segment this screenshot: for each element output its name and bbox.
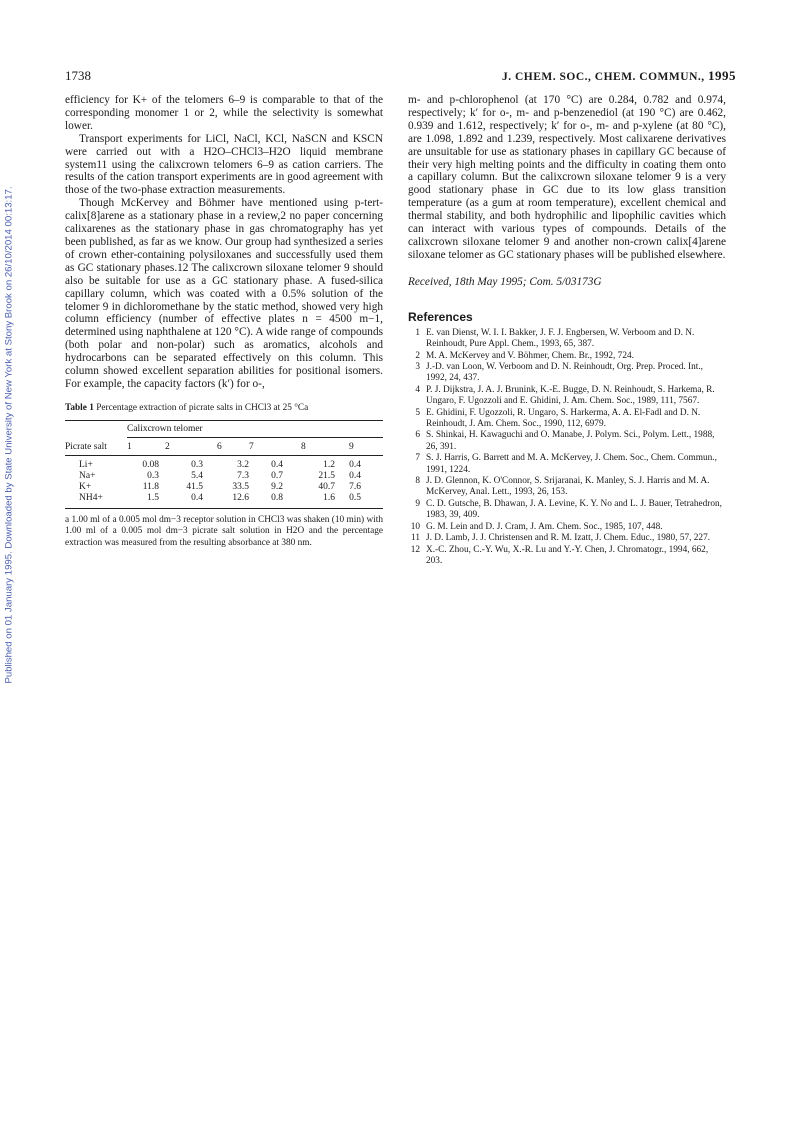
reference-text: S. Shinkai, H. Kawaguchi and O. Manabe, J. Polym. Sci., Polym. Lett., 1988, 26, 391. bbox=[426, 430, 715, 452]
table-caption bbox=[65, 403, 383, 414]
reference-text: X.-C. Zhou, C.-Y. Wu, X.-R. Lu and Y.-Y. Chen, J. Chromatogr., 1994, 662, 203. bbox=[426, 544, 709, 566]
table-cell: 0.08 bbox=[142, 459, 159, 470]
paragraph-4: m- and p-chlorophenol (at 170 °C) are 0.284, 0.782 and 0.974, respectively; k′ for o-, m- and p-benzenediol (at 190 °C) are 0.462, 0.939 and 1.612, respectively; k′ for o-, m- and p-xylene (at 80 °C), are 1.098, 1.892 and 1.239, respectively. Most calixarene derivatives are unsuitable for use as stationary phases in capillary GC because of their very high melting points and the difficulty in coating them onto a capillary column. But the calixcrown siloxane telomer 9 is a very good stationary phase in GC due to its low glass transition temperature (as a gum at room temperature), excellent chemical and thermal stability, and both hydrophilic and lipophilic cavities which can interact with various types of compounds. Details of the calixcrown siloxane telomer 9 and another non-crown calix[4]arene siloxane telomer as GC stationary phases will be published elsewhere. bbox=[408, 94, 726, 261]
reference-number: 6 bbox=[415, 430, 420, 441]
table-cell: 0.4 bbox=[271, 459, 283, 470]
reference-text: G. M. Lein and D. J. Cram, J. Am. Chem. Soc., 1985, 107, 448. bbox=[426, 521, 663, 532]
extraction-table bbox=[65, 420, 383, 509]
received-line: Received, 18th May 1995; Com. 5/03173G bbox=[408, 275, 602, 288]
reference-number: 7 bbox=[415, 453, 420, 464]
table-cell: 0.5 bbox=[349, 492, 361, 503]
table-cell: 0.7 bbox=[271, 470, 283, 481]
table-cell-salt: Na+ bbox=[79, 470, 96, 481]
reference-item bbox=[408, 408, 726, 431]
right-column bbox=[408, 94, 726, 567]
table-cell: 0.3 bbox=[191, 459, 203, 470]
reference-text: C. D. Gutsche, B. Dhawan, J. A. Levine, K. Y. No and L. J. Bauer, Tetrahedron, 1983, 39, 409. bbox=[426, 498, 722, 521]
table-col-header: 2 bbox=[165, 441, 170, 452]
table-cell: 7.3 bbox=[237, 470, 249, 481]
journal-header bbox=[502, 68, 736, 84]
table-col-header: 9 bbox=[349, 441, 354, 452]
reference-number: 1 bbox=[415, 327, 420, 338]
references-heading: References bbox=[408, 309, 473, 324]
table-cell: 0.3 bbox=[147, 470, 159, 481]
paragraph-1: efficiency for K+ of the telomers 6–9 is comparable to that of the corresponding monomer 1 or 2, while the selectivity is somewhat lower. bbox=[65, 94, 383, 132]
reference-text: E. van Dienst, W. I. I. Bakker, J. F. J. Engbersen, W. Verboom and D. N. Reinhoudt, Pure Appl. Chem., 1993, 65, 387. bbox=[426, 327, 695, 350]
table-col-header: 7 bbox=[249, 441, 254, 452]
table-caption-text: Percentage extraction of picrate salts in CHCl3 at 25 °Ca bbox=[96, 402, 309, 413]
reference-item bbox=[408, 499, 726, 522]
table-cell-salt: Li+ bbox=[79, 459, 93, 470]
table-cell: 0.4 bbox=[349, 459, 361, 470]
reference-number: 11 bbox=[411, 533, 420, 544]
table-cell: 5.4 bbox=[191, 470, 203, 481]
download-watermark-text: Published on 01 January 1995. Downloaded by State University of New York at Stony Brook on 26/10/2014 00:13:17. bbox=[3, 186, 15, 684]
reference-item bbox=[408, 328, 726, 351]
left-column bbox=[65, 94, 383, 549]
paragraph-2: Transport experiments for LiCl, NaCl, KCl, NaSCN and KSCN were carried out with a H2O–CHCl3–H2O liquid membrane system11 using the calixcrown telomers 6–9 as cation carriers. The results of the cation transport experiments are in good agreement with those of the two-phase extraction measurements. bbox=[65, 132, 383, 197]
reference-item bbox=[408, 362, 726, 385]
table-cell: 12.6 bbox=[232, 492, 249, 503]
table-cell: 1.2 bbox=[323, 459, 335, 470]
table-cell: 7.6 bbox=[349, 481, 361, 492]
reference-item bbox=[408, 351, 726, 362]
table-header-row bbox=[65, 437, 383, 452]
table-footnote: a 1.00 ml of a 0.005 mol dm−3 receptor solution in CHCl3 was shaken (10 min) with 1.00 ml of a 0.005 mol dm−3 picrate salt solution in H2O and the percentage extraction was measured from the resulting absorbance at 380 nm. bbox=[65, 514, 383, 548]
table-col-header: 6 bbox=[217, 441, 222, 452]
reference-item bbox=[408, 385, 726, 408]
table-cell: 33.5 bbox=[232, 481, 249, 492]
reference-item bbox=[408, 533, 726, 544]
table-cell: 0.4 bbox=[349, 470, 361, 481]
table-row bbox=[65, 460, 383, 471]
table-cell: 9.2 bbox=[271, 481, 283, 492]
table-col-header: 8 bbox=[301, 441, 306, 452]
reference-item bbox=[408, 430, 726, 453]
table-row bbox=[65, 493, 383, 504]
table-col-header: 1 bbox=[127, 441, 132, 452]
reference-item bbox=[408, 522, 726, 533]
reference-text: J.-D. van Loon, W. Verboom and D. N. Reinhoudt, Org. Prep. Proced. Int., 1992, 24, 437. bbox=[426, 362, 703, 384]
reference-item bbox=[408, 453, 726, 476]
table-cell: 3.2 bbox=[237, 459, 249, 470]
table-cell: 1.6 bbox=[323, 492, 335, 503]
reference-number: 3 bbox=[415, 362, 420, 372]
table-row bbox=[65, 471, 383, 482]
table-cell: 41.5 bbox=[186, 481, 203, 492]
reference-number: 12 bbox=[410, 544, 420, 555]
download-watermark bbox=[2, 180, 16, 690]
reference-text: P. J. Dijkstra, J. A. J. Brunink, K.-E. Bugge, D. N. Reinhoudt, S. Harkema, R. Ungaro, F. Ugozzoli and E. Ghidini, J. Am. Chem. Soc., 1989, 111, 7567. bbox=[426, 384, 715, 407]
table-cell-salt: NH4+ bbox=[79, 492, 103, 503]
table-cell: 11.8 bbox=[142, 481, 159, 492]
reference-item bbox=[408, 545, 726, 568]
reference-number: 2 bbox=[415, 350, 420, 361]
reference-text: J. D. Glennon, K. O'Connor, S. Srijaranai, K. Manley, S. J. Harris and M. A. McKervey, Anal. Lett., 1993, 26, 153. bbox=[426, 476, 710, 498]
reference-list bbox=[408, 328, 726, 568]
journal-year: 1995 bbox=[708, 68, 736, 83]
reference-text: E. Ghidini, F. Ugozzoli, R. Ungaro, S. Harkerma, A. A. El-Fadl and D. N. Reinhoudt, J. Am. Chem. Soc., 1990, 112, 6979. bbox=[426, 407, 701, 430]
table-row bbox=[65, 482, 383, 493]
table-cell: 0.8 bbox=[271, 492, 283, 503]
table-row-header: Picrate salt bbox=[65, 441, 107, 452]
table-cell: 0.4 bbox=[191, 492, 203, 503]
reference-number: 5 bbox=[415, 407, 420, 418]
table-group-header: Calixcrown telomer bbox=[127, 424, 383, 438]
journal-name: J. CHEM. SOC., CHEM. COMMUN., bbox=[501, 71, 705, 83]
reference-number: 9 bbox=[415, 498, 420, 509]
reference-number: 10 bbox=[410, 521, 420, 532]
reference-text: S. J. Harris, G. Barrett and M. A. McKervey, J. Chem. Soc., Chem. Commun., 1991, 1224. bbox=[426, 453, 717, 475]
table-cell-salt: K+ bbox=[79, 481, 92, 492]
reference-number: 8 bbox=[415, 476, 420, 487]
reference-text: M. A. McKervey and V. Böhmer, Chem. Br., 1992, 724. bbox=[426, 350, 634, 361]
table-cell: 21.5 bbox=[318, 470, 335, 481]
table-caption-label: Table 1 bbox=[65, 402, 94, 413]
page-number: 1738 bbox=[65, 68, 91, 83]
table-cell: 40.7 bbox=[318, 481, 335, 492]
reference-item bbox=[408, 476, 726, 499]
table-group-header-row bbox=[65, 424, 383, 438]
paragraph-3: Though McKervey and Böhmer have mentioned using p-tert-calix[8]arene as a stationary phase in a review,2 no paper concerning calixarenes as the stationary phase in gas chromatography has yet been published, as far as we know. Our group had synthesized a series of crown ether-containing polysiloxanes and successfully used them as GC stationary phases.12 The calixcrown siloxane telomer 9 should also be suitable for use as a GC stationary phase. A fused-silica capillary column, which was coated with a 0.5% solution of the telomer 9 in dichloromethane by the static method, showed very high column efficiency (number of effective plates n = 4500 m−1, determined using naphthalene at 120 °C). A wide range of compounds (both polar and non-polar) such as aromatics, alcohols and hydrocarbons can be separated effectively on this column. This column showed excellent separation abilities for positional isomers. For example, the capacity factors (k′) for o-, bbox=[65, 197, 383, 390]
reference-number: 4 bbox=[415, 384, 420, 395]
table-cell: 1.5 bbox=[147, 492, 159, 503]
reference-text: J. D. Lamb, J. J. Christensen and R. M. Izatt, J. Chem. Educ., 1980, 57, 227. bbox=[426, 533, 711, 544]
